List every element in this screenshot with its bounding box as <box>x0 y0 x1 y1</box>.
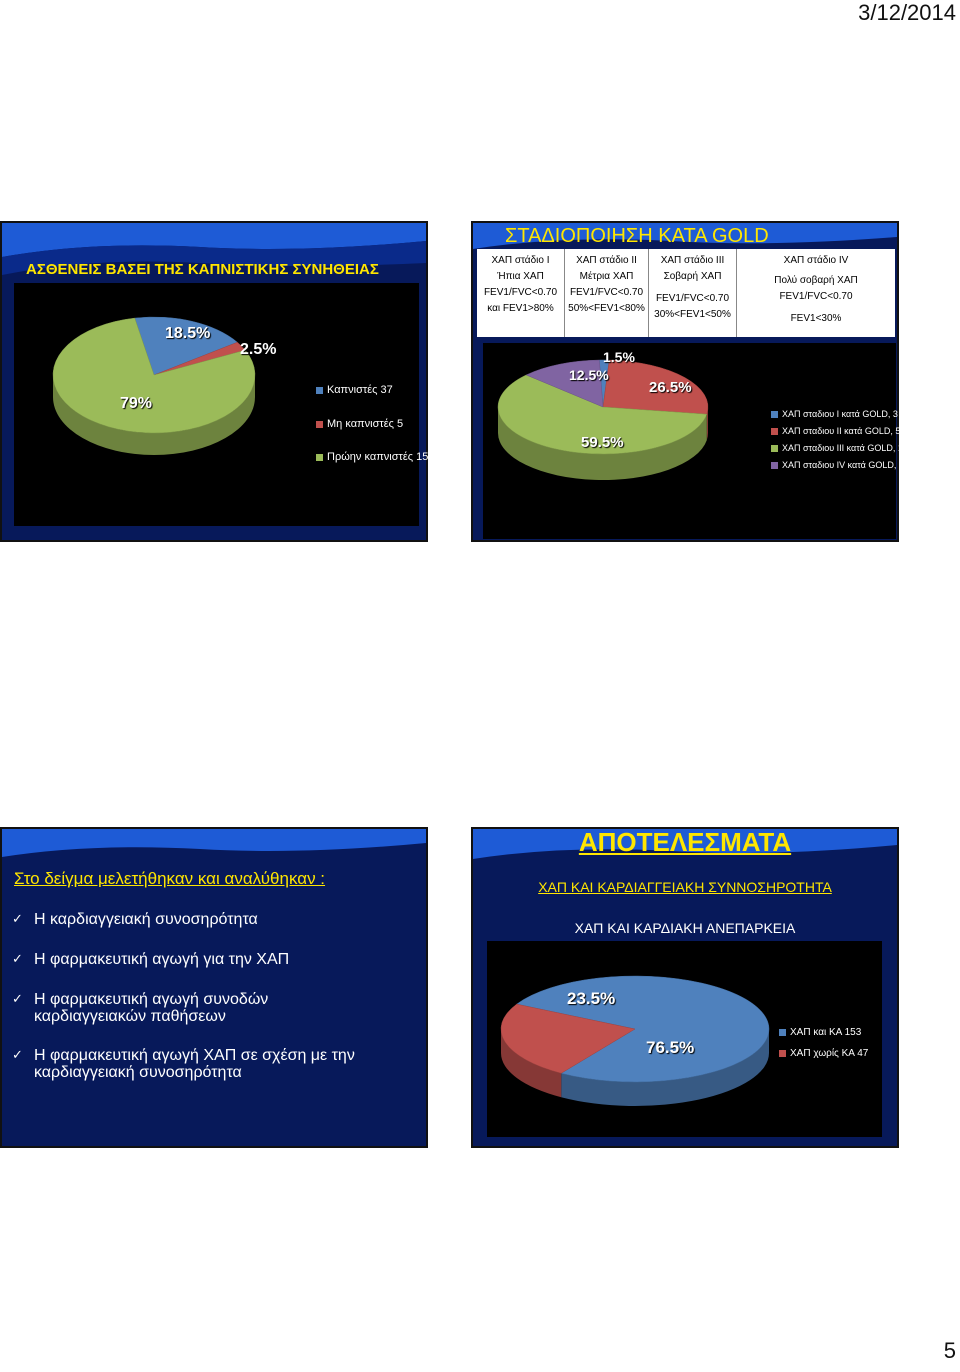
check-icon: ✓ <box>12 991 23 1006</box>
pie-label-without-hf: 23.5% <box>567 989 616 1008</box>
cell: ΧΑΠ στάδιο Ι <box>491 255 550 266</box>
legend-former-smokers <box>316 451 434 463</box>
legend-stage4 <box>771 460 909 470</box>
slide-results <box>471 827 899 1148</box>
topic-item <box>12 911 258 928</box>
gold-stage-1 <box>477 249 565 337</box>
pie-label-stage1: 1.5% <box>603 349 635 365</box>
check-icon: ✓ <box>12 1047 23 1062</box>
cell: Σοβαρή ΧΑΠ <box>663 271 722 282</box>
pie-label-with-hf: 76.5% <box>646 1038 695 1057</box>
topic-text: Η φαρμακευτική αγωγή για την ΧΑΠ <box>34 951 290 968</box>
pie-label-smokers: 18.5% <box>165 325 211 342</box>
cell: 30%<FEV1<50% <box>654 309 731 320</box>
cell: FEV1/FVC<0.70 <box>655 293 730 304</box>
gold-pie-chart <box>483 343 896 539</box>
legend-with-hf <box>779 1027 861 1038</box>
legend-swatch <box>779 1029 786 1036</box>
slide-gold-staging <box>471 221 913 542</box>
legend-text: ΧΑΠ σταδιου ΙΙΙ κατά GOLD, 119 <box>782 443 913 453</box>
legend-without-hf <box>779 1048 868 1059</box>
legend-text: Πρώην καπνιστές 158 <box>327 451 435 463</box>
legend-text: ΧΑΠ χωρίς ΚΑ 47 <box>790 1048 869 1059</box>
cell: FEV1/FVC<0.70 <box>569 287 644 298</box>
gold-stage-4 <box>737 249 895 337</box>
pie-label-stage2: 26.5% <box>649 379 692 396</box>
topic-text: Η καρδιαγγειακή συνοσηρότητα <box>34 911 258 928</box>
legend-stage1 <box>771 409 898 419</box>
legend-swatch <box>316 387 323 394</box>
legend-swatch <box>771 445 778 452</box>
legend-stage2 <box>771 426 905 436</box>
gold-stage-3 <box>649 249 737 337</box>
legend-text: Μη καπνιστές 5 <box>327 418 404 430</box>
slide-title: Στο δείγμα μελετήθηκαν και αναλύθηκαν : <box>14 869 326 888</box>
legend-text: ΧΑΠ και ΚΑ 153 <box>790 1027 862 1038</box>
topic-item <box>12 991 312 1025</box>
page-number: 5 <box>943 1338 956 1363</box>
legend-swatch <box>316 421 323 428</box>
pie-label-former-smokers: 79% <box>120 395 153 412</box>
legend-swatch <box>771 411 778 418</box>
gold-stage-table <box>477 249 895 337</box>
cell: FEV1<30% <box>790 313 842 324</box>
legend-swatch <box>771 462 778 469</box>
legend-smokers <box>316 384 393 396</box>
cell: ΧΑΠ στάδιο ΙΙ <box>576 255 637 266</box>
legend-text: ΧΑΠ σταδιου ΙΙ κατά GOLD, 53 <box>782 426 906 436</box>
cell: FEV1/FVC<0.70 <box>483 287 558 298</box>
slide-study-topics <box>0 827 428 1148</box>
pie-label-stage4: 12.5% <box>569 367 609 383</box>
page-date: 3/12/2014 <box>858 0 956 25</box>
slide-smoking-habit <box>0 221 435 542</box>
subtitle-cv-comorbidity: ΧΑΠ ΚΑΙ ΚΑΡΔΙΑΓΓΕΙΑΚΗ ΣΥΝΝΟΣΗΡΟΤΗΤΑ <box>538 879 832 895</box>
pie-label-nonsmokers: 2.5% <box>240 341 277 358</box>
cell: Πολύ σοβαρή ΧΑΠ <box>774 275 858 286</box>
gold-stage-2 <box>565 249 649 337</box>
cell: Μέτρια ΧΑΠ <box>579 271 634 282</box>
legend-text: ΧΑΠ σταδιου Ι κατά GOLD, 3 <box>782 409 898 419</box>
legend-nonsmokers <box>316 418 403 430</box>
legend-swatch <box>316 454 323 461</box>
check-icon: ✓ <box>12 951 23 966</box>
topic-item <box>12 951 289 968</box>
cell: ΧΑΠ στάδιο ΙΙΙ <box>660 255 725 266</box>
cell: 50%<FEV1<80% <box>568 303 645 314</box>
legend-swatch <box>771 428 778 435</box>
cell: Ήπια ΧΑΠ <box>497 271 544 282</box>
topic-text: Η φαρμακευτική αγωγή συνοδών καρδιαγγειακών παθήσεων <box>34 991 269 1025</box>
cell: ΧΑΠ στάδιο ΙV <box>783 255 849 266</box>
slide-title: ΣΤΑΔΙΟΠΟΙΗΣΗ ΚΑΤΑ GOLD <box>505 225 769 247</box>
smoking-pie-chart <box>14 283 419 526</box>
slide-title: ΑΣΘΕΝΕΙΣ ΒΑΣΕΙ ΤΗΣ ΚΑΠΝΙΣΤΙΚΗΣ ΣΥΝΗΘΕΙΑΣ <box>26 261 379 278</box>
slide-title: ΑΠΟΤΕΛΕΣΜΑΤΑ <box>578 827 792 857</box>
pie-label-stage3: 59.5% <box>581 434 624 451</box>
legend-stage3 <box>771 443 912 453</box>
legend-text: Καπνιστές 37 <box>327 384 393 396</box>
check-icon: ✓ <box>12 911 23 926</box>
cell: και FEV1>80% <box>487 303 554 314</box>
subtitle-heart-failure: ΧΑΠ ΚΑΙ ΚΑΡΔΙΑΚΗ ΑΝΕΠΑΡΚΕΙΑ <box>574 920 796 936</box>
legend-swatch <box>779 1050 786 1057</box>
cell: FEV1/FVC<0.70 <box>779 291 853 302</box>
topic-text: Η φαρμακευτική αγωγή ΧΑΠ σε σχέση με την καρδιαγγειακή συνοσηρότητα <box>34 1047 355 1081</box>
topic-item <box>12 1047 402 1081</box>
legend-text: ΧΑΠ σταδιου ΙV κατά GOLD, 25 <box>782 460 909 470</box>
